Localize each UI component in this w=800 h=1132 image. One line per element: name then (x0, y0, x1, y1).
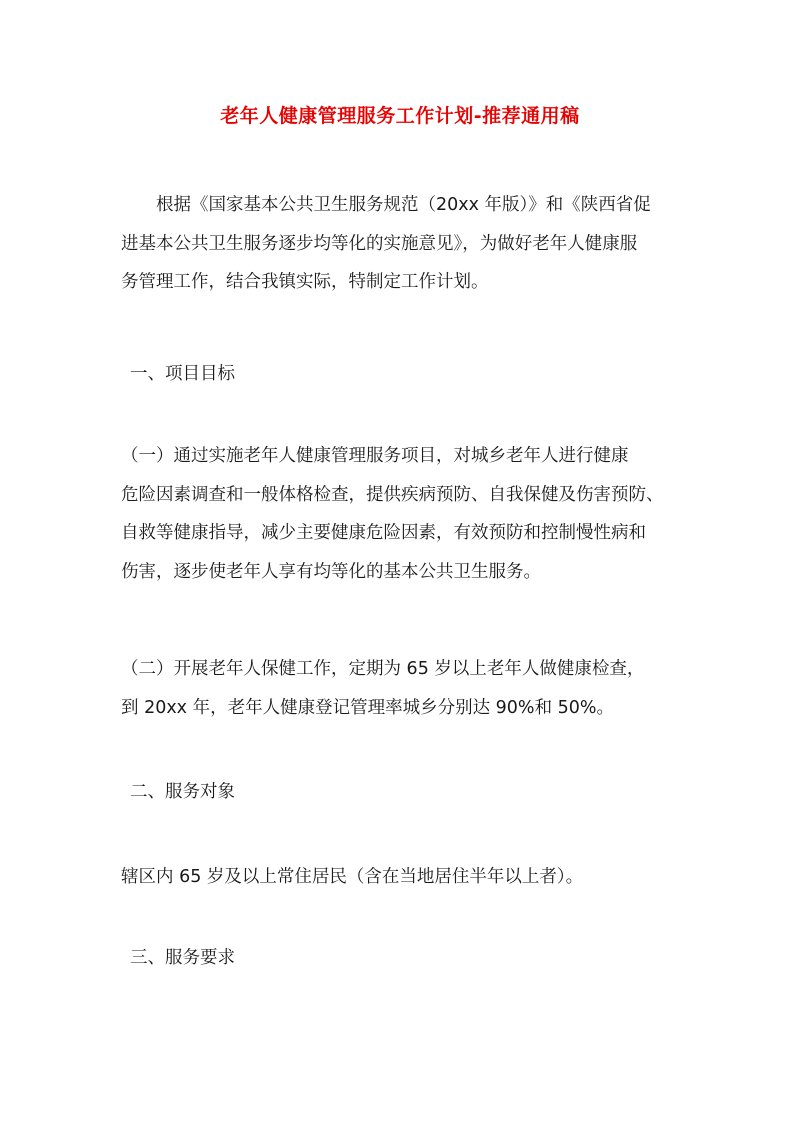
goal-item-1-line-1: （一）通过实施老年人健康管理服务项目，对城乡老年人进行健康 (121, 446, 629, 466)
goal-item-1 (121, 437, 691, 591)
target-line: 辖区内 65 岁及以上常住居民（含在当地居住半年以上者）。 (121, 867, 584, 887)
section-heading-requirements: 三、服务要求 (130, 948, 235, 968)
section-heading-target: 二、服务对象 (130, 782, 235, 802)
section-heading-goals: 一、项目目标 (130, 364, 235, 384)
intro-paragraph (121, 186, 691, 302)
goal-item-1-line-4: 伤害，逐步使老年人享有均等化的基本公共卫生服务。 (121, 561, 541, 582)
document-title: 老年人健康管理服务工作计划-推荐通用稿 (220, 105, 580, 127)
goal-item-2 (121, 650, 691, 727)
target-paragraph (121, 858, 691, 897)
goal-item-2-line-2: 到 20xx 年，老年人健康登记管理率城乡分别达 90%和 50%。 (121, 697, 615, 718)
goal-item-1-line-3: 自救等健康指导，减少主要健康危险因素，有效预防和控制慢性病和 (121, 523, 646, 543)
goal-item-2-line-1: （二）开展老年人保健工作，定期为 65 岁以上老年人做健康检查， (121, 659, 645, 679)
goal-item-1-line-2: 危险因素调查和一般体格检查，提供疾病预防、自我保健及伤害预防、 (121, 484, 664, 505)
intro-line-2: 进基本公共卫生服务逐步均等化的实施意见》，为做好老年人健康服 (121, 233, 638, 254)
intro-line-1: 根据《国家基本公共卫生服务规范（20xx 年版）》和《陕西省促 (121, 195, 651, 215)
intro-line-3: 务管理工作，结合我镇实际，特制定工作计划。 (121, 272, 489, 292)
